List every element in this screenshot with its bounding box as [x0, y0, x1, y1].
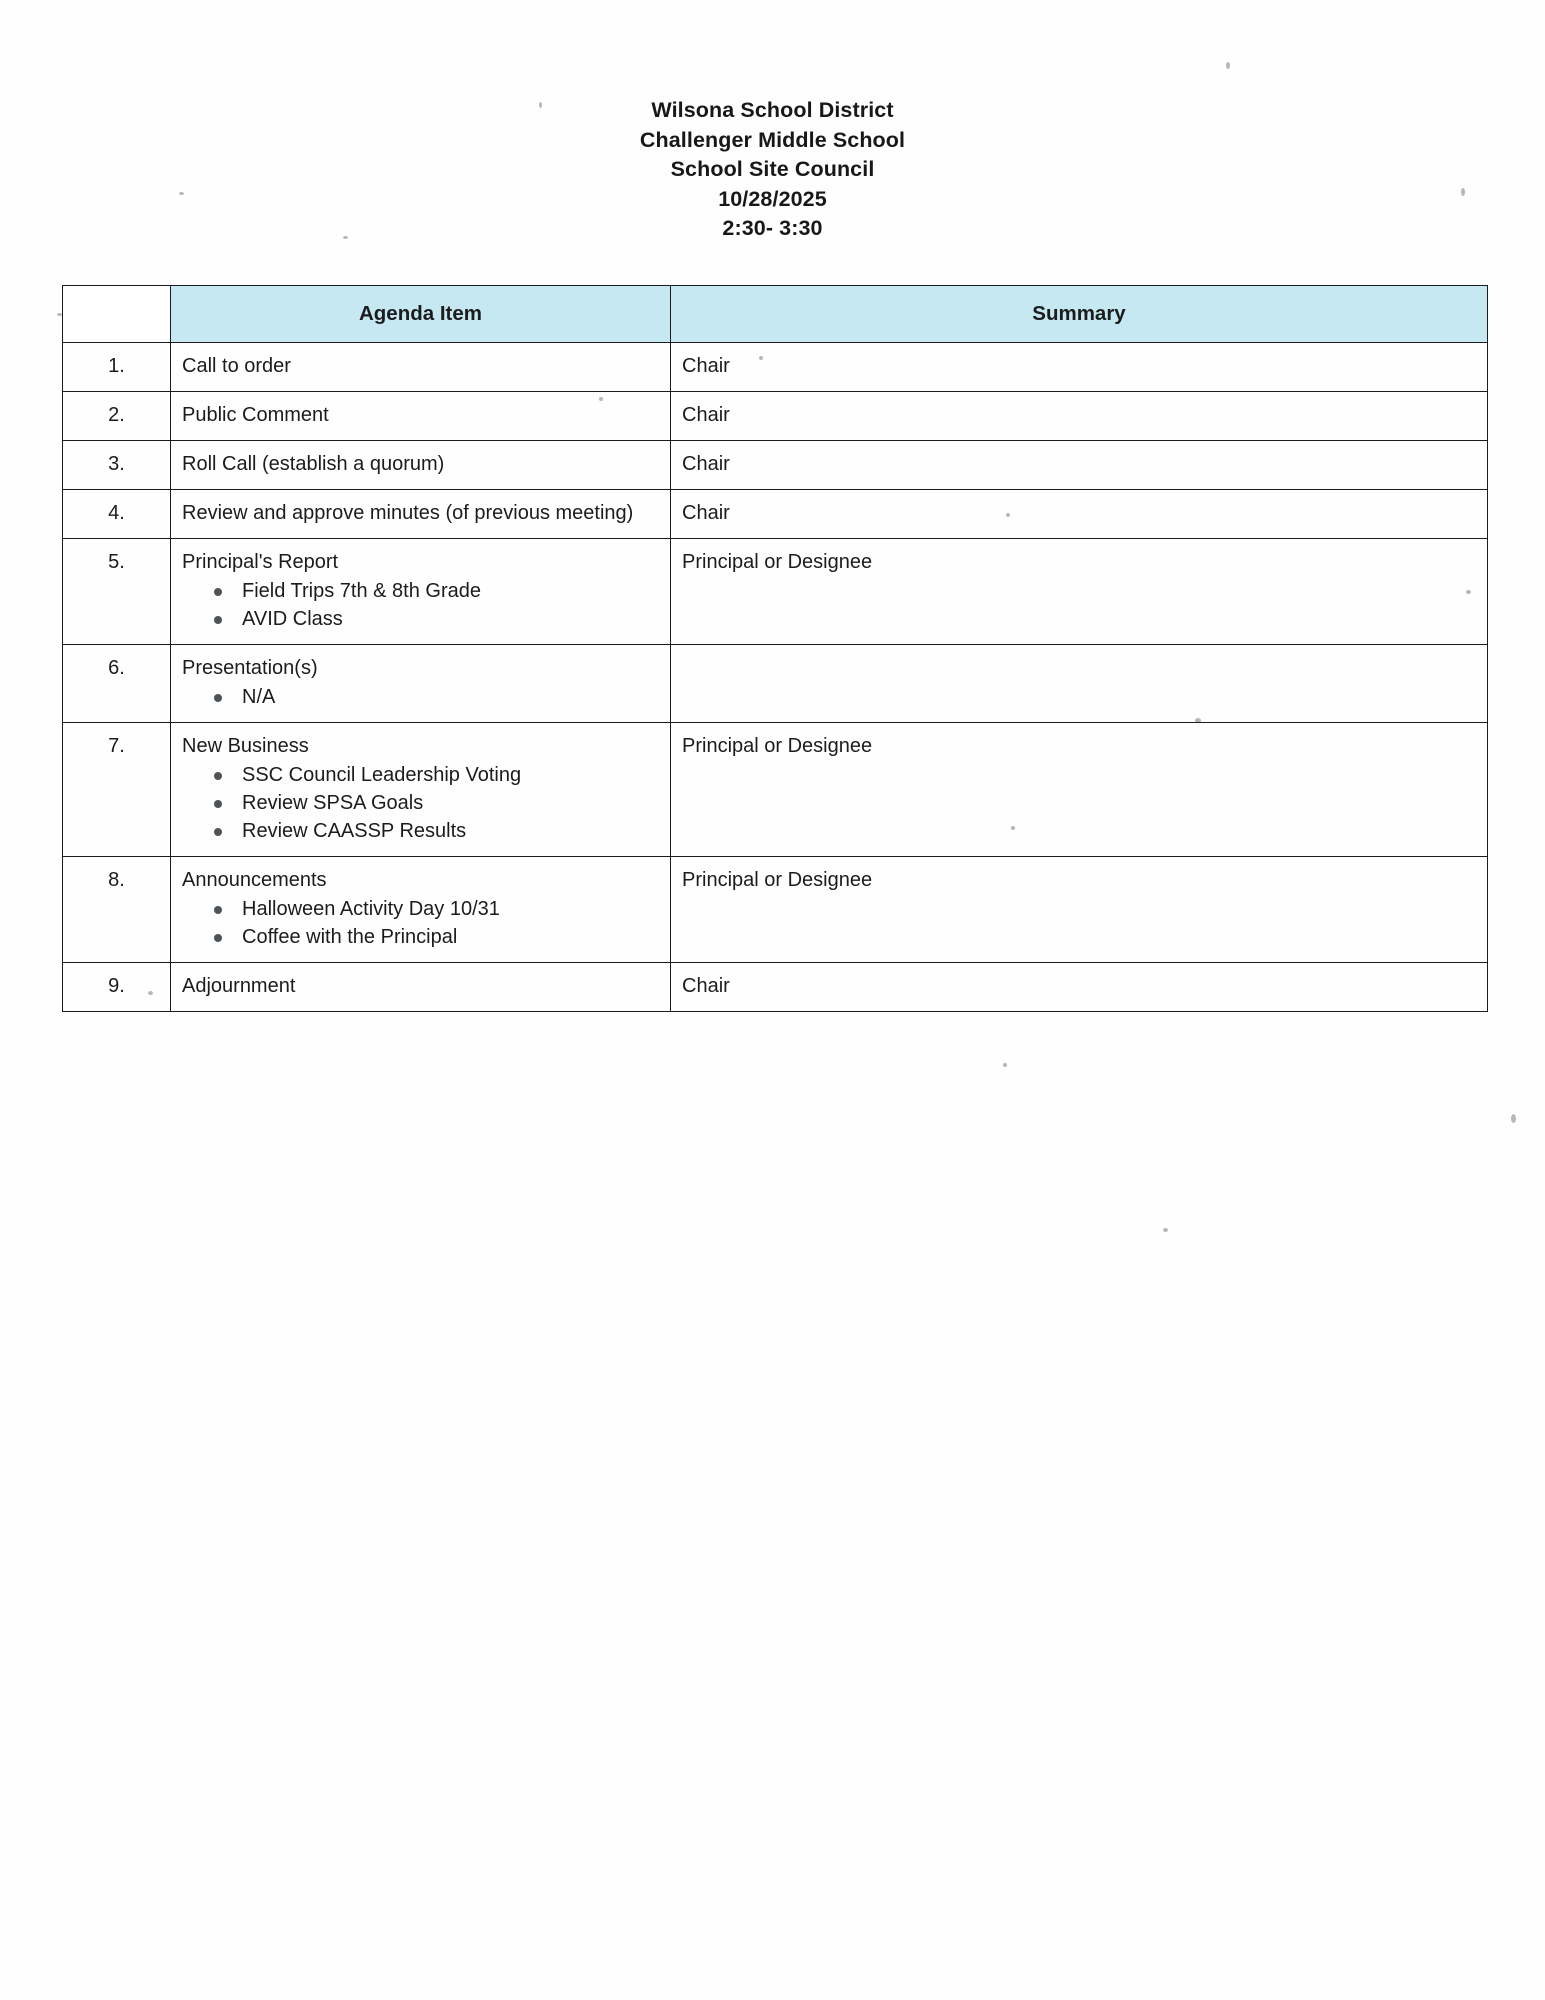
bullet-icon	[214, 906, 222, 914]
agenda-sub-item-label: Halloween Activity Day 10/31	[242, 898, 500, 920]
agenda-item-title: Roll Call (establish a quorum)	[182, 453, 445, 475]
column-header-agenda-item: Agenda Item	[171, 286, 671, 343]
bullet-icon	[214, 588, 222, 596]
agenda-sub-item	[242, 789, 659, 817]
agenda-sub-item-list	[182, 683, 659, 711]
header-line-time: 2:30- 3:30	[722, 216, 823, 240]
agenda-sub-item-label: SSC Council Leadership Voting	[242, 764, 522, 786]
cell-agenda-item	[171, 645, 671, 723]
table-row	[63, 392, 1488, 441]
agenda-sub-item-list	[182, 577, 659, 633]
agenda-item-title: Adjournment	[182, 975, 296, 997]
scan-speck	[1226, 62, 1230, 69]
cell-item-number: 1.	[63, 343, 171, 392]
header-line-district: Wilsona School District	[651, 98, 894, 122]
header-line-date: 10/28/2025	[718, 186, 827, 211]
cell-summary: Chair	[671, 441, 1488, 490]
table-row	[63, 490, 1488, 539]
column-header-number	[63, 286, 171, 343]
agenda-sub-item	[242, 817, 659, 845]
cell-item-number: 6.	[63, 645, 171, 723]
cell-summary: Chair	[671, 490, 1488, 539]
agenda-sub-item-label: Review SPSA Goals	[242, 792, 424, 814]
agenda-sub-item-label: Coffee with the Principal	[242, 926, 458, 948]
agenda-sub-item	[242, 923, 659, 951]
agenda-table-body	[63, 343, 1488, 1012]
bullet-icon	[214, 694, 222, 702]
cell-item-number: 4.	[63, 490, 171, 539]
cell-item-number: 2.	[63, 392, 171, 441]
table-row	[63, 441, 1488, 490]
cell-item-number: 8.	[63, 857, 171, 963]
bullet-icon	[214, 616, 222, 624]
agenda-item-title: Call to order	[182, 355, 291, 377]
table-row	[63, 343, 1488, 392]
agenda-sub-item	[242, 605, 659, 633]
cell-summary: Principal or Designee	[671, 723, 1488, 857]
bullet-icon	[214, 934, 222, 942]
agenda-item-title: Announcements	[182, 869, 327, 891]
agenda-item-title: New Business	[182, 735, 309, 757]
column-header-summary: Summary	[671, 286, 1488, 343]
bullet-icon	[214, 828, 222, 836]
cell-agenda-item	[171, 723, 671, 857]
bullet-icon	[214, 800, 222, 808]
scan-speck	[1003, 1063, 1007, 1067]
cell-summary: Chair	[671, 392, 1488, 441]
bullet-icon	[214, 772, 222, 780]
cell-item-number: 7.	[63, 723, 171, 857]
agenda-sub-item	[242, 761, 659, 789]
agenda-item-title: Presentation(s)	[182, 657, 318, 679]
scan-speck	[1511, 1114, 1516, 1123]
agenda-sub-item-list	[182, 761, 659, 845]
agenda-sub-item-label: Field Trips 7th & 8th Grade	[242, 580, 482, 602]
cell-agenda-item	[171, 539, 671, 645]
agenda-item-title: Review and approve minutes (of previous meeting)	[182, 502, 634, 524]
cell-item-number: 5.	[63, 539, 171, 645]
header-line-council: School Site Council	[670, 157, 875, 181]
table-row	[63, 723, 1488, 857]
agenda-sub-item	[242, 577, 659, 605]
cell-summary	[671, 645, 1488, 723]
cell-agenda-item	[171, 490, 671, 539]
table-row	[63, 645, 1488, 723]
cell-item-number: 9.	[63, 963, 171, 1012]
cell-agenda-item	[171, 392, 671, 441]
table-row	[63, 963, 1488, 1012]
scan-speck	[1163, 1228, 1168, 1232]
agenda-sub-item-label: N/A	[242, 686, 276, 708]
cell-agenda-item	[171, 857, 671, 963]
document-header	[0, 96, 1545, 244]
agenda-item-title: Principal's Report	[182, 551, 339, 573]
agenda-table	[62, 285, 1488, 1012]
agenda-sub-item-label: AVID Class	[242, 608, 343, 630]
cell-agenda-item	[171, 963, 671, 1012]
cell-summary: Principal or Designee	[671, 857, 1488, 963]
agenda-sub-item-label: Review CAASSP Results	[242, 820, 467, 842]
cell-item-number: 3.	[63, 441, 171, 490]
agenda-sub-item	[242, 683, 659, 711]
agenda-table-wrapper	[62, 285, 1487, 1012]
cell-agenda-item	[171, 441, 671, 490]
agenda-item-title: Public Comment	[182, 404, 329, 426]
agenda-sub-item-list	[182, 895, 659, 951]
table-row	[63, 857, 1488, 963]
agenda-sub-item	[242, 895, 659, 923]
cell-summary: Principal or Designee	[671, 539, 1488, 645]
cell-summary: Chair	[671, 963, 1488, 1012]
table-row	[63, 539, 1488, 645]
cell-agenda-item	[171, 343, 671, 392]
header-line-school: Challenger Middle School	[639, 127, 906, 152]
cell-summary: Chair	[671, 343, 1488, 392]
table-header-row	[63, 286, 1488, 343]
